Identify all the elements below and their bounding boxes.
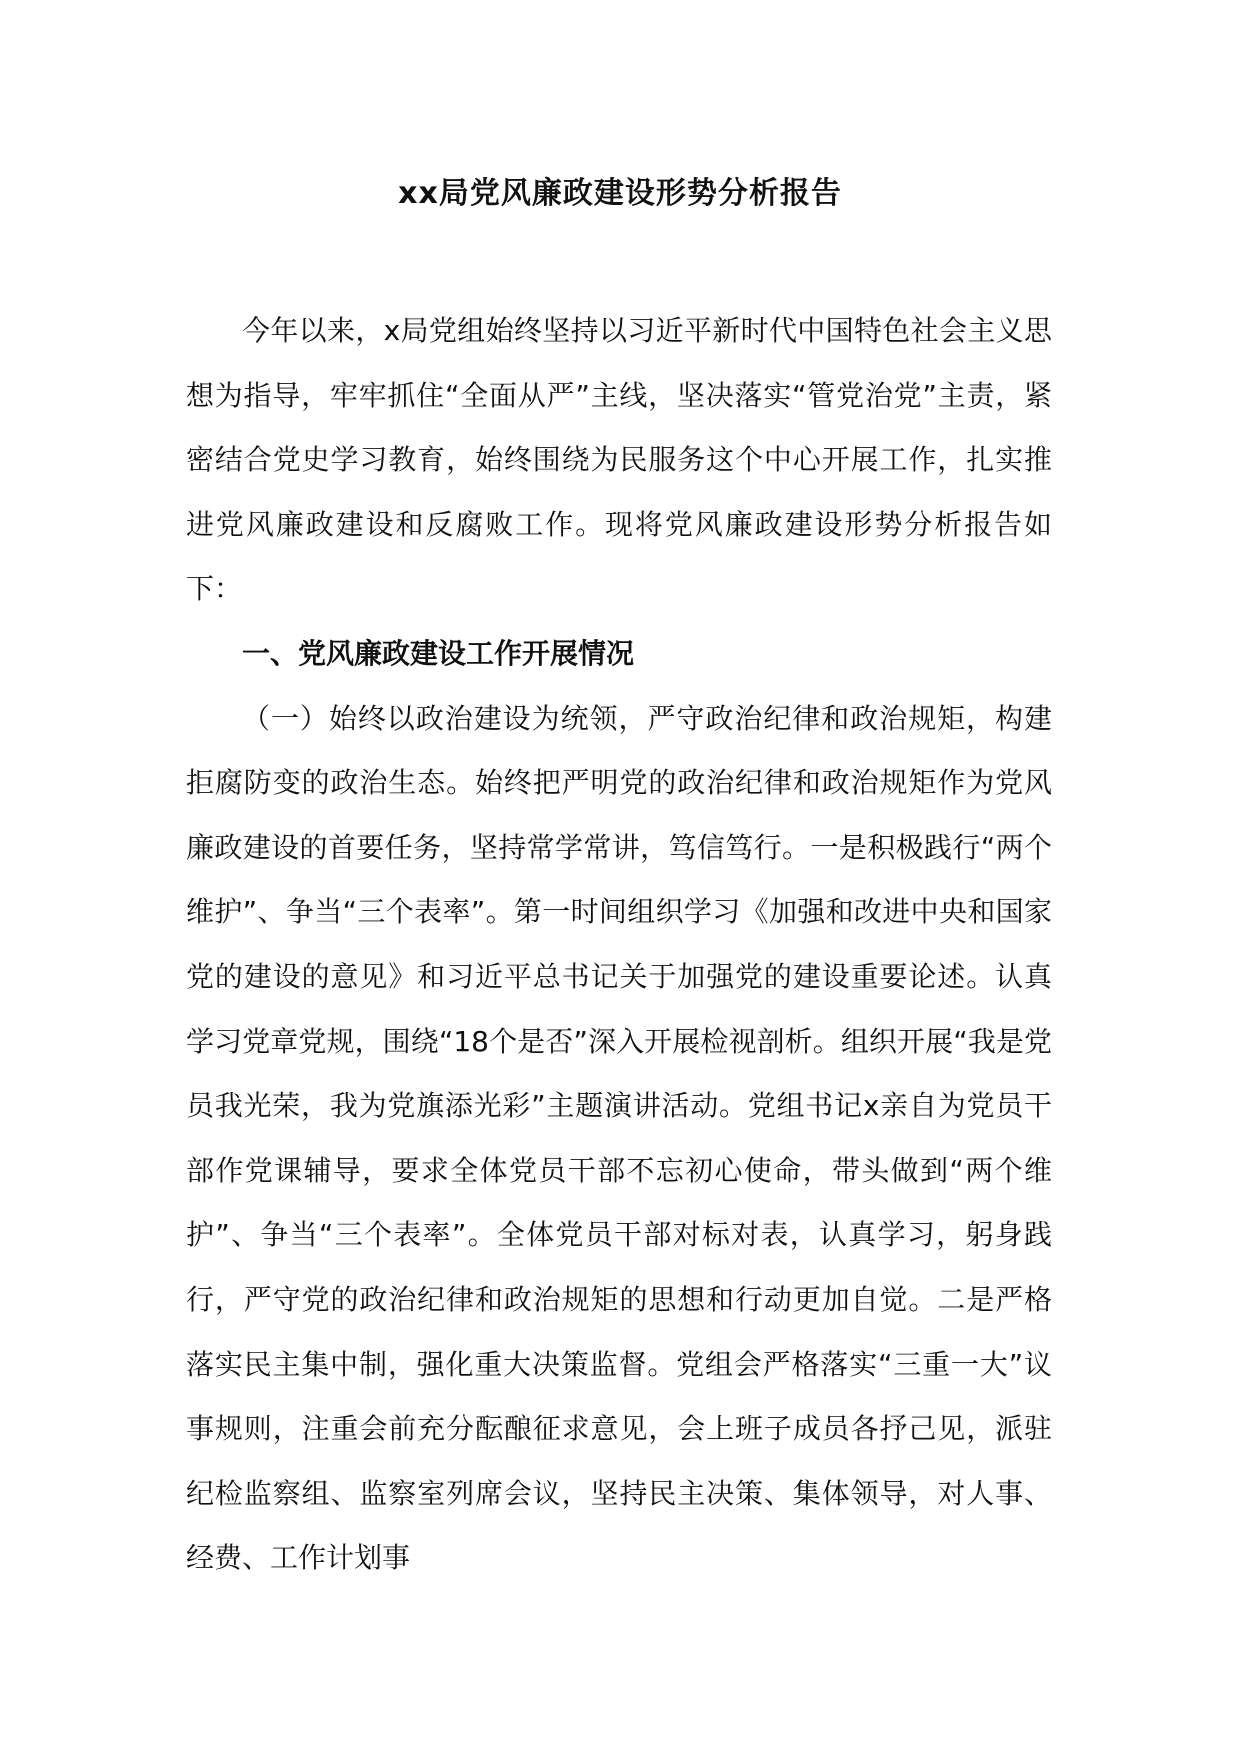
- section-heading: 一、党风廉政建设工作开展情况: [242, 636, 635, 670]
- document-title: xx局党风廉政建设形势分析报告: [398, 176, 842, 211]
- intro-paragraph: 今年以来，x局党组始终坚持以习近平新时代中国特色社会主义思想为指导，牢牢抓住“全面从严”主线，坚决落实“管党治党”主责，紧密结合党史学习教育，始终围绕为民服务这个中心开展工作，扎实推进党风廉政建设和反腐败工作。现将党风廉政建设形势分析报告如下：: [186, 314, 1052, 606]
- document-body: [186, 299, 1052, 1591]
- section-paragraph: （一）始终以政治建设为统领，严守政治纪律和政治规矩，构建拒腐防变的政治生态。始终把严明党的政治纪律和政治规矩作为党风廉政建设的首要任务，坚持常学常讲，笃信笃行。一是积极践行“两个维护”、争当“三个表率”。第一时间组织学习《加强和改进中央和国家党的建设的意见》和习近平总书记关于加强党的建设重要论述。认真学习党章党规，围绕“18个是否”深入开展检视剖析。组织开展“我是党员我光荣，我为党旗添光彩”主题演讲活动。党组书记x亲自为党员干部作党课辅导，要求全体党员干部不忘初心使命，带头做到“两个维护”、争当“三个表率”。全体党员干部对标对表，认真学习，躬身践行，严守党的政治纪律和政治规矩的思想和行动更加自觉。二是严格落实民主集中制，强化重大决策监督。党组会严格落实“三重一大”议事规则，注重会前充分酝酿征求意见，会上班子成员各抒己见，派驻纪检监察组、监察室列席会议，坚持民主决策、集体领导，对人事、经费、工作计划事: [186, 701, 1052, 1575]
